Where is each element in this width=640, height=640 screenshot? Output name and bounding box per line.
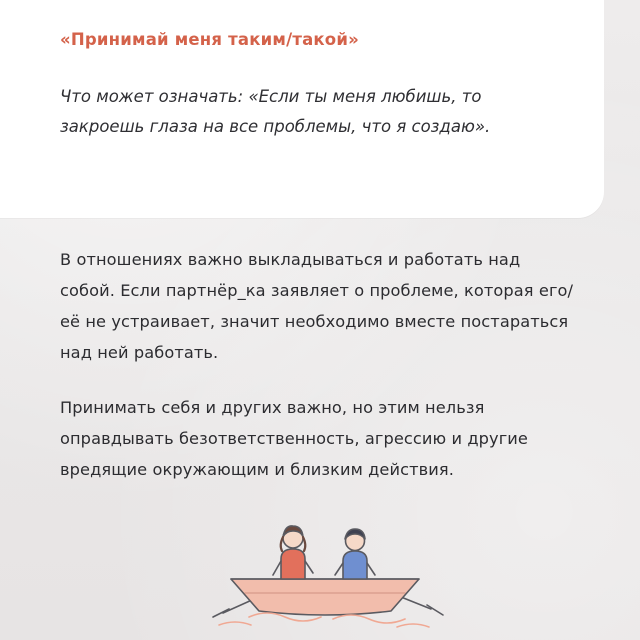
card-title: «Принимай меня таким/такой» <box>60 30 359 49</box>
card-body-text: Что может означать: «Если ты меня любишь, то закроешь глаза на все проблемы, что я создаю». <box>60 87 491 136</box>
quote-card <box>0 0 604 218</box>
boat-illustration <box>175 505 475 630</box>
body-paragraph-2: Принимать себя и других важно, но этим нельзя оправдывать безответственность, агрессию и другие вредящие окружающим и близким действия. <box>60 398 528 479</box>
body-paragraph-1: В отношениях важно выкладываться и работать над собой. Если партнёр_ка заявляет о проблеме, которая его/её не устраивает, значит необходимо вместе постараться над ней работать. <box>60 250 574 362</box>
boat-illustration-svg <box>175 505 475 630</box>
